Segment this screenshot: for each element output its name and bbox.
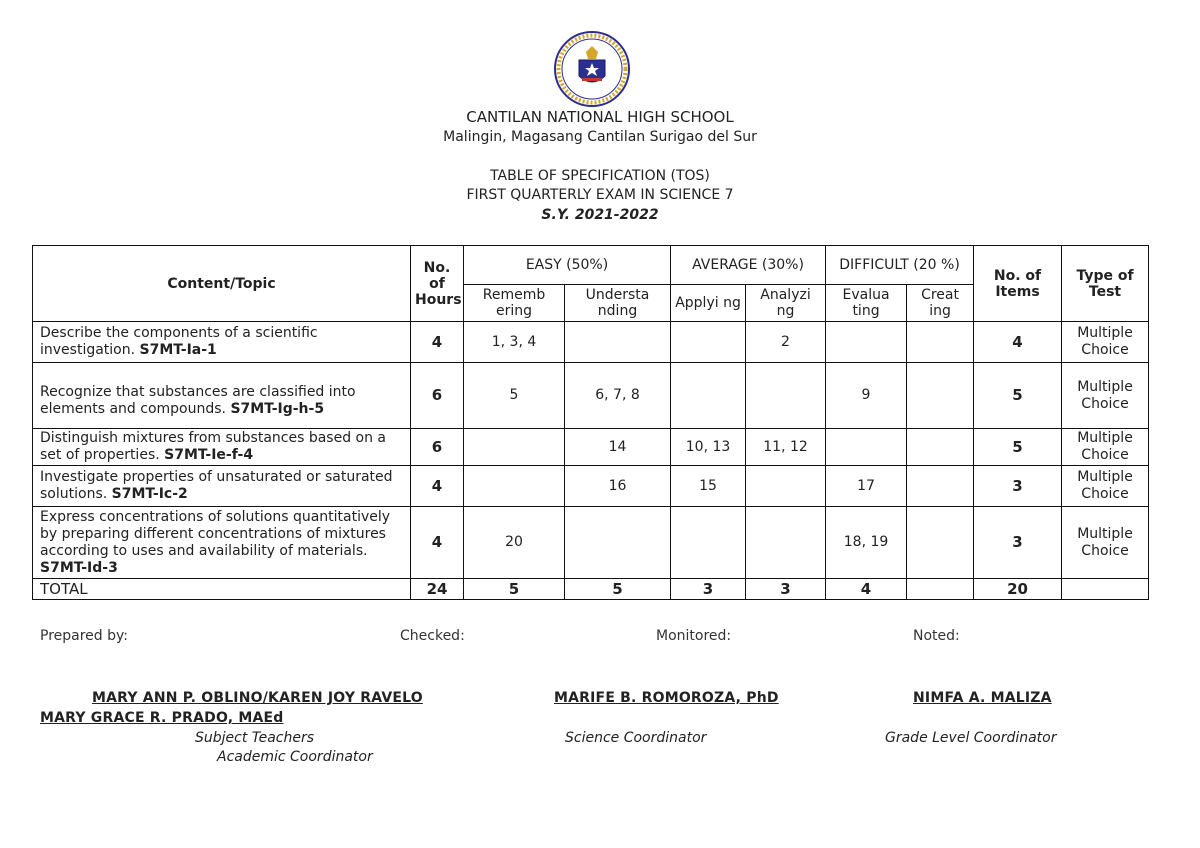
table-row	[33, 363, 1149, 429]
competency-code: S7MT-Ie-f-4	[164, 447, 254, 463]
type-cell: Multiple Choice	[1062, 322, 1149, 363]
noted-by-role: Grade Level Coordinator	[885, 730, 1057, 746]
remembering-cell	[464, 466, 565, 507]
analyzing-cell	[746, 507, 826, 579]
type-cell: Multiple Choice	[1062, 363, 1149, 429]
hours-cell: 4	[411, 507, 464, 579]
understanding-cell: 14	[565, 429, 671, 466]
total-evaluating: 4	[826, 579, 907, 600]
total-analyzing: 3	[746, 579, 826, 600]
table-row	[33, 507, 1149, 579]
col-header-average: AVERAGE (30%)	[671, 246, 826, 285]
table-row	[33, 322, 1149, 363]
topic-cell	[33, 363, 411, 429]
remembering-cell: 20	[464, 507, 565, 579]
total-applying: 3	[671, 579, 746, 600]
total-label: TOTAL	[33, 579, 411, 600]
topic-cell	[33, 322, 411, 363]
topic-cell	[33, 466, 411, 507]
analyzing-cell	[746, 363, 826, 429]
checked-by-name: MARY GRACE R. PRADO, MAEd	[40, 710, 284, 726]
remembering-cell: 1, 3, 4	[464, 322, 565, 363]
col-header-easy: EASY (50%)	[464, 246, 671, 285]
topic-cell	[33, 429, 411, 466]
competency-code: S7MT-Ic-2	[111, 486, 188, 502]
monitored-label: Monitored:	[656, 628, 732, 644]
table-row	[33, 429, 1149, 466]
analyzing-cell: 2	[746, 322, 826, 363]
hours-cell: 6	[411, 363, 464, 429]
hours-cell: 4	[411, 466, 464, 507]
evaluating-cell	[826, 429, 907, 466]
creating-cell	[907, 322, 974, 363]
col-header-applying: Applyi ng	[671, 285, 746, 322]
topic-text: Describe the components of a scientific investigation.	[40, 325, 318, 358]
col-header-items: No. of Items	[974, 246, 1062, 322]
total-understanding: 5	[565, 579, 671, 600]
document-title: TABLE OF SPECIFICATION (TOS)	[490, 168, 710, 184]
evaluating-cell	[826, 322, 907, 363]
understanding-cell: 16	[565, 466, 671, 507]
topic-text: Investigate properties of unsaturated or saturated solutions.	[40, 469, 393, 502]
evaluating-cell: 9	[826, 363, 907, 429]
topic-cell	[33, 507, 411, 579]
items-cell: 5	[974, 363, 1062, 429]
items-cell: 4	[974, 322, 1062, 363]
creating-cell	[907, 466, 974, 507]
col-header-remembering: Rememb ering	[464, 285, 565, 322]
total-hours: 24	[411, 579, 464, 600]
items-cell: 5	[974, 429, 1062, 466]
table-header-row	[33, 246, 1149, 285]
applying-cell	[671, 507, 746, 579]
col-header-content: Content/Topic	[33, 246, 411, 322]
prepared-by-role: Subject Teachers	[195, 730, 315, 746]
total-remembering: 5	[464, 579, 565, 600]
col-header-difficult: DIFFICULT (20 %)	[826, 246, 974, 285]
prepared-by-label: Prepared by:	[40, 628, 128, 644]
exam-title: FIRST QUARTERLY EXAM IN SCIENCE 7	[466, 187, 734, 203]
applying-cell: 10, 13	[671, 429, 746, 466]
school-year: S.Y. 2021-2022	[541, 207, 659, 223]
prepared-by-name: MARY ANN P. OBLINO/KAREN JOY RAVELO	[92, 690, 423, 706]
col-header-evaluating: Evalua ting	[826, 285, 907, 322]
type-cell: Multiple Choice	[1062, 429, 1149, 466]
applying-cell: 15	[671, 466, 746, 507]
understanding-cell	[565, 507, 671, 579]
total-type	[1062, 579, 1149, 600]
creating-cell	[907, 429, 974, 466]
creating-cell	[907, 507, 974, 579]
hours-cell: 6	[411, 429, 464, 466]
evaluating-cell: 17	[826, 466, 907, 507]
noted-label: Noted:	[913, 628, 960, 644]
col-header-type: Type of Test	[1062, 246, 1149, 322]
monitored-by-name: MARIFE B. ROMOROZA, PhD	[554, 690, 779, 706]
hours-cell: 4	[411, 322, 464, 363]
analyzing-cell: 11, 12	[746, 429, 826, 466]
competency-code: S7MT-Id-3	[40, 559, 118, 576]
topic-text: Express concentrations of solutions quantitatively by preparing different concentrations of mixtures according to uses and availability of materials.	[40, 508, 391, 559]
items-cell: 3	[974, 507, 1062, 579]
topic-text: Recognize that substances are classified into elements and compounds.	[40, 383, 356, 417]
competency-code: S7MT-Ia-1	[139, 342, 217, 358]
analyzing-cell	[746, 466, 826, 507]
noted-by-name: NIMFA A. MALIZA	[913, 690, 1052, 706]
col-header-creating: Creat ing	[907, 285, 974, 322]
school-seal-logo	[553, 30, 631, 108]
table-row	[33, 466, 1149, 507]
checked-by-role: Academic Coordinator	[217, 749, 373, 765]
remembering-cell	[464, 429, 565, 466]
total-items: 20	[974, 579, 1062, 600]
understanding-cell	[565, 322, 671, 363]
school-name: CANTILAN NATIONAL HIGH SCHOOL	[466, 108, 734, 126]
monitored-by-role: Science Coordinator	[565, 730, 707, 746]
items-cell: 3	[974, 466, 1062, 507]
school-address: Malingin, Magasang Cantilan Surigao del Sur	[443, 129, 757, 145]
col-header-hours: No. of Hours	[411, 246, 464, 322]
type-cell: Multiple Choice	[1062, 466, 1149, 507]
total-creating	[907, 579, 974, 600]
applying-cell	[671, 363, 746, 429]
type-cell: Multiple Choice	[1062, 507, 1149, 579]
competency-code: S7MT-Ig-h-5	[230, 400, 325, 417]
topic-text: Distinguish mixtures from substances based on a set of properties.	[40, 430, 387, 463]
col-header-analyzing: Analyzi ng	[746, 285, 826, 322]
understanding-cell: 6, 7, 8	[565, 363, 671, 429]
col-header-understanding: Understa nding	[565, 285, 671, 322]
applying-cell	[671, 322, 746, 363]
total-row	[33, 579, 1149, 600]
creating-cell	[907, 363, 974, 429]
evaluating-cell: 18, 19	[826, 507, 907, 579]
checked-label: Checked:	[400, 628, 465, 644]
remembering-cell: 5	[464, 363, 565, 429]
tos-table	[32, 245, 1149, 600]
